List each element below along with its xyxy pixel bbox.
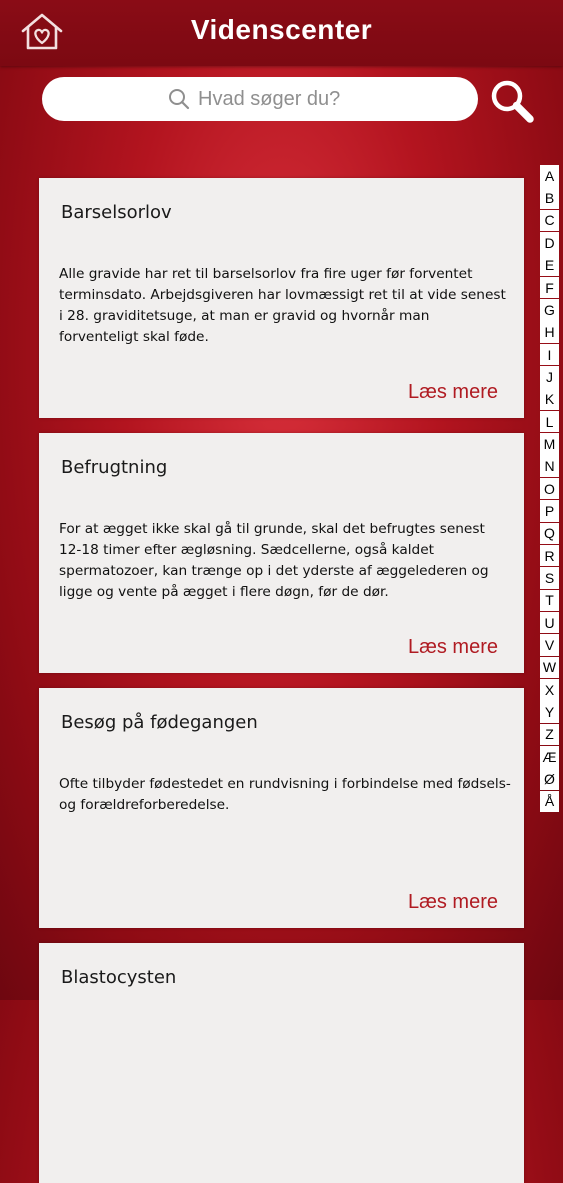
alphabet-index-letter[interactable]: W: [540, 657, 559, 679]
read-more-link[interactable]: Læs mere: [407, 891, 498, 913]
alphabet-index-letter[interactable]: Æ: [540, 746, 559, 768]
article-title: Befrugtning: [61, 457, 168, 478]
alphabet-index-letter[interactable]: Z: [540, 724, 559, 746]
alphabet-index-letter[interactable]: A: [540, 165, 559, 187]
alphabet-index-letter[interactable]: T: [540, 590, 559, 612]
alphabet-index-letter[interactable]: P: [540, 500, 559, 522]
alphabet-index-letter[interactable]: C: [540, 210, 559, 232]
alphabet-index-letter[interactable]: E: [540, 254, 559, 276]
alphabet-index-letter[interactable]: Ø: [540, 768, 559, 790]
alphabet-index-letter[interactable]: G: [540, 299, 559, 321]
alphabet-index-letter[interactable]: Y: [540, 701, 559, 723]
search-button[interactable]: [488, 78, 536, 124]
alphabet-index-letter[interactable]: S: [540, 567, 559, 589]
alphabet-index-letter[interactable]: V: [540, 634, 559, 656]
article-title: Blastocysten: [61, 967, 177, 988]
search-input[interactable]: [42, 77, 478, 121]
article-card[interactable]: [39, 433, 524, 673]
header-bar: [0, 0, 563, 66]
alphabet-index-letter[interactable]: N: [540, 455, 559, 477]
alphabet-index-letter[interactable]: L: [540, 411, 559, 433]
article-card[interactable]: [39, 688, 524, 928]
article-title: Barselsorlov: [61, 202, 172, 223]
alphabet-index-letter[interactable]: H: [540, 321, 559, 343]
alphabet-index-letter[interactable]: D: [540, 232, 559, 254]
alphabet-index-letter[interactable]: U: [540, 612, 559, 634]
article-excerpt: Ofte tilbyder fødestedet en rundvisning i forbindelse med fødsels- og forældreforberedelse.: [59, 776, 511, 813]
search-placeholder: Hvad søger du?: [198, 87, 341, 110]
search-icon: [168, 88, 190, 110]
alphabet-index-letter[interactable]: Å: [540, 791, 559, 813]
article-title: Besøg på fødegangen: [61, 712, 258, 733]
alphabet-index-letter[interactable]: I: [540, 344, 559, 366]
alphabet-index-letter[interactable]: B: [540, 187, 559, 209]
article-excerpt: For at ægget ikke skal gå til grunde, skal det befrugtes senest 12-18 timer efter ægløsning. Sædcellerne, også kaldet spermatozoer, kan trænge op i det yderste af æggelederen og ligge og vente på ægget i flere døgn, før de dør.: [59, 521, 489, 600]
alphabet-index-letter[interactable]: K: [540, 388, 559, 410]
article-list: [0, 170, 563, 988]
alphabet-index-letter[interactable]: J: [540, 366, 559, 388]
alphabet-index: [540, 165, 559, 813]
alphabet-index-letter[interactable]: M: [540, 433, 559, 455]
read-more-link[interactable]: Læs mere: [407, 636, 498, 658]
alphabet-index-letter[interactable]: X: [540, 679, 559, 701]
alphabet-index-letter[interactable]: F: [540, 277, 559, 299]
alphabet-index-letter[interactable]: R: [540, 545, 559, 567]
article-excerpt: Alle gravide har ret til barselsorlov fra fire uger før forventet terminsdato. Arbejdsgiveren har lovmæssigt ret til at vide senest i 28. graviditetsuge, at man er gravid og hvornår man forventeligt skal føde.: [59, 266, 506, 345]
page-title: Videnscenter: [190, 14, 373, 45]
read-more-link[interactable]: Læs mere: [407, 381, 498, 403]
alphabet-index-letter[interactable]: Q: [540, 523, 559, 545]
article-card[interactable]: [39, 943, 524, 1183]
alphabet-index-letter[interactable]: O: [540, 478, 559, 500]
article-card[interactable]: [39, 178, 524, 418]
